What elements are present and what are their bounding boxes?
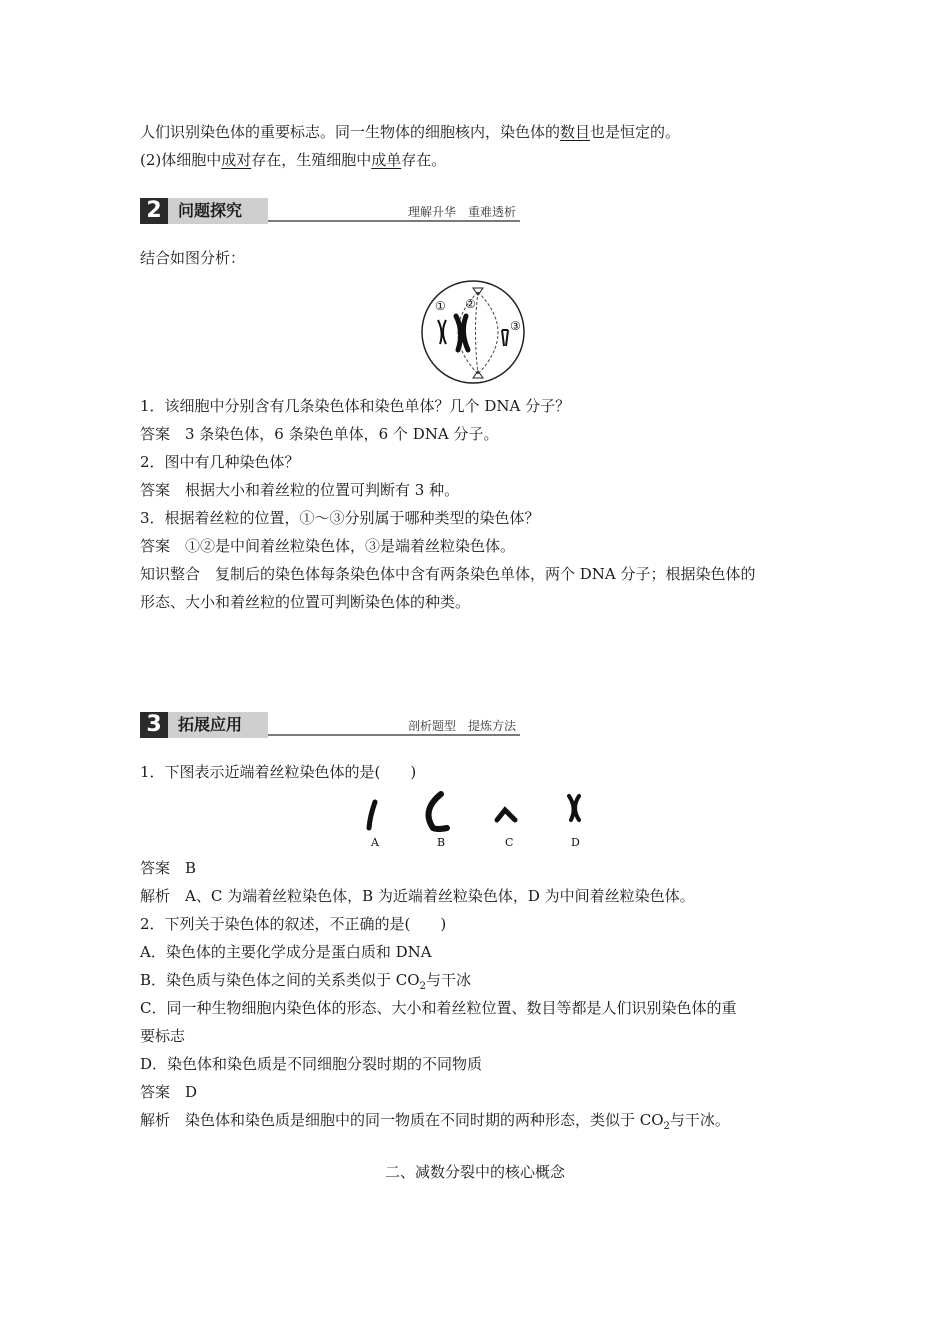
section-title: 问题探究 — [168, 198, 268, 224]
label-2: ② — [465, 297, 476, 311]
exercise-explanation-2 — [140, 1110, 730, 1137]
label-a: A — [371, 836, 379, 849]
section-number: 2 — [140, 198, 168, 224]
section-subtitle: 理解升华 重难透析 — [407, 205, 516, 219]
chromosome-figure — [355, 788, 595, 850]
intro-text: 结合如图分析： — [140, 249, 246, 267]
chromosome-d — [569, 796, 579, 820]
answer-3: 答案 ①②是中间着丝粒染色体，③是端着丝粒染色体。 — [140, 537, 516, 555]
underlined-term: 成单 — [371, 151, 402, 169]
question-2: 2．图中有几种染色体？ — [140, 453, 300, 471]
question-3: 3．根据着丝粒的位置，①～③分别属于哪种类型的染色体？ — [140, 509, 540, 527]
text-segment: (2)体细胞中 — [140, 151, 222, 169]
subscript: 2 — [663, 1121, 670, 1132]
exercise-question-1: 1．下图表示近端着丝粒染色体的是( ) — [140, 763, 417, 781]
underlined-term: 成对 — [221, 151, 252, 169]
section-heading: 二、减数分裂中的核心概念 — [384, 1163, 565, 1181]
text-segment: 解析 染色体和染色质是细胞中的同一物质在不同时期的两种形态，类似于 CO — [140, 1111, 664, 1129]
option-c-line-2: 要标志 — [140, 1027, 186, 1045]
label-c: C — [505, 836, 514, 849]
section-number: 3 — [140, 712, 168, 738]
text-segment: 也是恒定的。 — [590, 123, 681, 141]
summary-line-2: 形态、大小和着丝粒的位置可判断染色体的种类。 — [140, 593, 471, 611]
exercise-question-2: 2．下列关于染色体的叙述，不正确的是( ) — [140, 915, 447, 933]
text-segment: 人们识别染色体的重要标志。同一生物体的细胞核内，染色体的 — [140, 123, 561, 141]
label-3: ③ — [510, 319, 521, 333]
section-header-2 — [140, 198, 520, 224]
option-d: D．染色体和染色质是不同细胞分裂时期的不同物质 — [140, 1055, 483, 1073]
section-subtitle: 剖析题型 提炼方法 — [407, 719, 516, 733]
section-title: 拓展应用 — [168, 712, 268, 738]
exercise-answer-1: 答案 B — [140, 859, 197, 877]
option-c-line-1: C．同一种生物细胞内染色体的形态、大小和着丝粒位置、数目等都是人们识别染色体的重 — [140, 999, 737, 1017]
chromosome-b — [429, 794, 448, 829]
chromosome-a — [369, 802, 375, 828]
chromosome-3 — [502, 330, 508, 346]
exercise-answer-2: 答案 D — [140, 1083, 198, 1101]
text-segment: B．染色质与染色体之间的关系类似于 CO — [140, 971, 420, 989]
label-d: D — [571, 836, 580, 849]
label-1: ① — [435, 299, 446, 313]
text-segment: 存在。 — [401, 151, 447, 169]
chromosome-1 — [438, 320, 446, 344]
answer-1: 答案 3 条染色体，6 条染色单体，6 个 DNA 分子。 — [140, 425, 499, 443]
question-1: 1．该细胞中分别含有几条染色体和染色单体？几个 DNA 分子？ — [140, 397, 571, 415]
option-b — [140, 970, 471, 997]
section-header-3 — [140, 712, 520, 738]
section-rule — [268, 220, 520, 222]
option-a: A．染色体的主要化学成分是蛋白质和 DNA — [140, 943, 432, 961]
label-b: B — [437, 836, 446, 849]
chromosome-c — [497, 810, 515, 820]
text-segment: 与干冰。 — [669, 1111, 730, 1129]
underlined-term: 数目 — [560, 123, 591, 141]
subscript: 2 — [419, 981, 426, 992]
summary-line-1: 知识整合 复制后的染色体每条染色体中含有两条染色单体，两个 DNA 分子；根据染色体的 — [140, 565, 756, 583]
exercise-explanation-1: 解析 A、C 为端着丝粒染色体，B 为近端着丝粒染色体，D 为中间着丝粒染色体。 — [140, 887, 695, 905]
cell-diagram — [418, 280, 530, 386]
text-segment: 存在，生殖细胞中 — [251, 151, 372, 169]
section-rule — [268, 734, 520, 736]
answer-2: 答案 根据大小和着丝粒的位置可判断有 3 种。 — [140, 481, 460, 499]
text-segment: 与干冰 — [425, 971, 471, 989]
text-line — [140, 150, 446, 170]
text-line — [140, 122, 680, 142]
